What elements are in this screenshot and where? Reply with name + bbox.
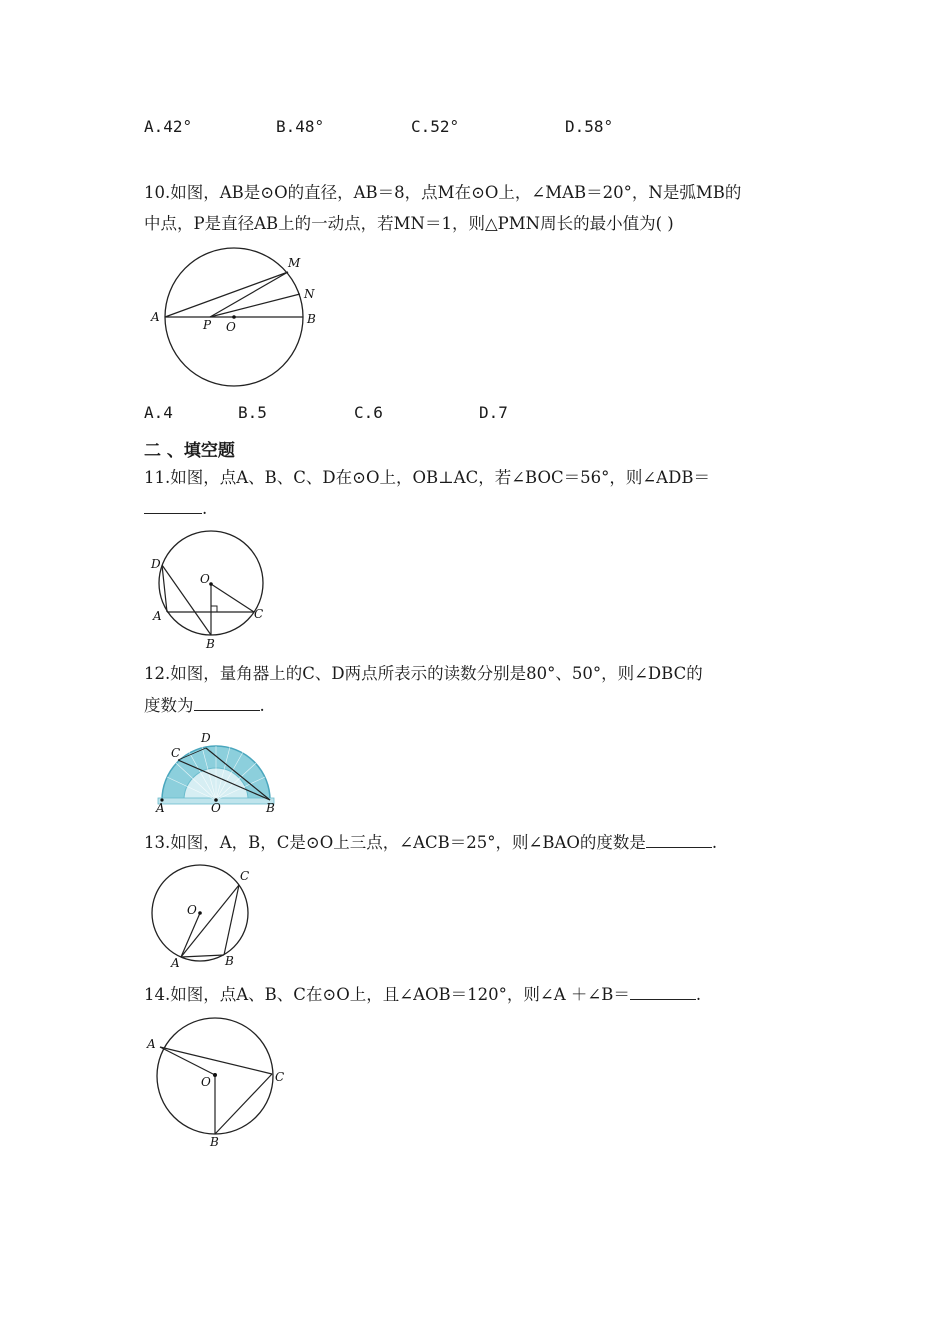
q12-label-b: B xyxy=(266,801,275,815)
q12-label-a: A xyxy=(156,801,165,815)
q11-label-d: D xyxy=(151,557,161,571)
q13-answer-blank[interactable] xyxy=(646,847,712,848)
q13-center-dot xyxy=(198,911,202,915)
q10-figure xyxy=(140,245,340,395)
q10-segment-pn xyxy=(210,294,300,317)
q14-segment-oa xyxy=(160,1047,215,1075)
q10-label-n: N xyxy=(304,287,315,301)
q10-label-m: M xyxy=(288,256,301,270)
q10-option-b: B.5 xyxy=(238,403,267,422)
q13-figure xyxy=(148,860,268,972)
q10-segment-pm xyxy=(210,272,288,317)
q10-option-a: A.4 xyxy=(144,403,173,422)
q10-label-o: O xyxy=(226,320,236,334)
q11-label-o: O xyxy=(200,572,210,586)
q10-label-b: B xyxy=(307,312,316,326)
q13-label-c: C xyxy=(240,869,250,883)
q10-center-dot xyxy=(232,315,236,319)
q12-stem-line2: 度数为 . xyxy=(144,696,265,715)
q14-label-c: C xyxy=(275,1070,285,1084)
q11-label-a: A xyxy=(153,609,162,623)
q10-option-d: D.7 xyxy=(479,403,508,422)
q10-chord-am xyxy=(165,272,288,317)
q11-answer-blank[interactable] xyxy=(144,513,202,514)
q10-label-p: P xyxy=(203,318,212,332)
q12-label-o: O xyxy=(211,801,221,815)
q13-segment-oa xyxy=(181,913,200,957)
q10-stem-line1: 10.如图，AB是⊙O的直径，AB＝8，点M在⊙O上，∠MAB＝20°，N是弧MB的 xyxy=(144,183,742,202)
q13-label-a: A xyxy=(171,956,180,970)
q11-stem-line1: 11.如图，点A、B、C、D在⊙O上，OB⊥AC，若∠BOC＝56°，则∠ADB＝ xyxy=(144,468,710,487)
q9-option-a: A.42° xyxy=(144,117,193,136)
q12-protractor-figure xyxy=(150,730,285,815)
q12-label-c: C xyxy=(171,746,181,760)
q10-stem-line2: 中点，P是直径AB上的一动点，若MN＝1，则△PMN周长的最小值为( ) xyxy=(144,214,674,233)
q14-label-o: O xyxy=(201,1075,211,1089)
q11-label-c: C xyxy=(254,607,264,621)
q13-chord-ab xyxy=(181,955,224,957)
q14-label-a: A xyxy=(147,1037,156,1051)
section-heading-fill-in: 二 、填空题 xyxy=(144,441,235,461)
q12-label-d: D xyxy=(201,731,211,745)
q14-answer-blank[interactable] xyxy=(630,999,696,1000)
q13-label-b: B xyxy=(225,954,234,968)
q11-right-angle-mark xyxy=(211,606,217,612)
q13-label-o: O xyxy=(187,903,197,917)
q13-chord-ac xyxy=(181,885,239,957)
q10-option-c: C.6 xyxy=(354,403,383,422)
q10-label-a: A xyxy=(151,310,160,324)
q14-stem: 14.如图，点A、B、C在⊙O上，且∠AOB＝120°，则∠A ＋∠B＝ . xyxy=(144,985,702,1004)
q14-chord-ac xyxy=(160,1047,272,1074)
q14-center-dot xyxy=(213,1073,217,1077)
q14-chord-bc xyxy=(215,1074,272,1134)
q14-label-b: B xyxy=(210,1135,219,1149)
q11-figure xyxy=(145,530,275,655)
q12-stem-line1: 12.如图，量角器上的C、D两点所表示的读数分别是80°、50°，则∠DBC的 xyxy=(144,664,703,683)
q12-answer-blank[interactable] xyxy=(194,710,260,711)
q13-stem: 13.如图，A，B，C是⊙O上三点，∠ACB＝25°，则∠BAO的度数是 . xyxy=(144,833,718,852)
q11-stem-line2: . xyxy=(144,498,207,520)
q9-option-d: D.58° xyxy=(565,117,614,136)
q14-figure xyxy=(142,1012,292,1152)
q9-option-c: C.52° xyxy=(411,117,460,136)
q11-label-b: B xyxy=(206,637,215,651)
q9-option-b: B.48° xyxy=(276,117,325,136)
